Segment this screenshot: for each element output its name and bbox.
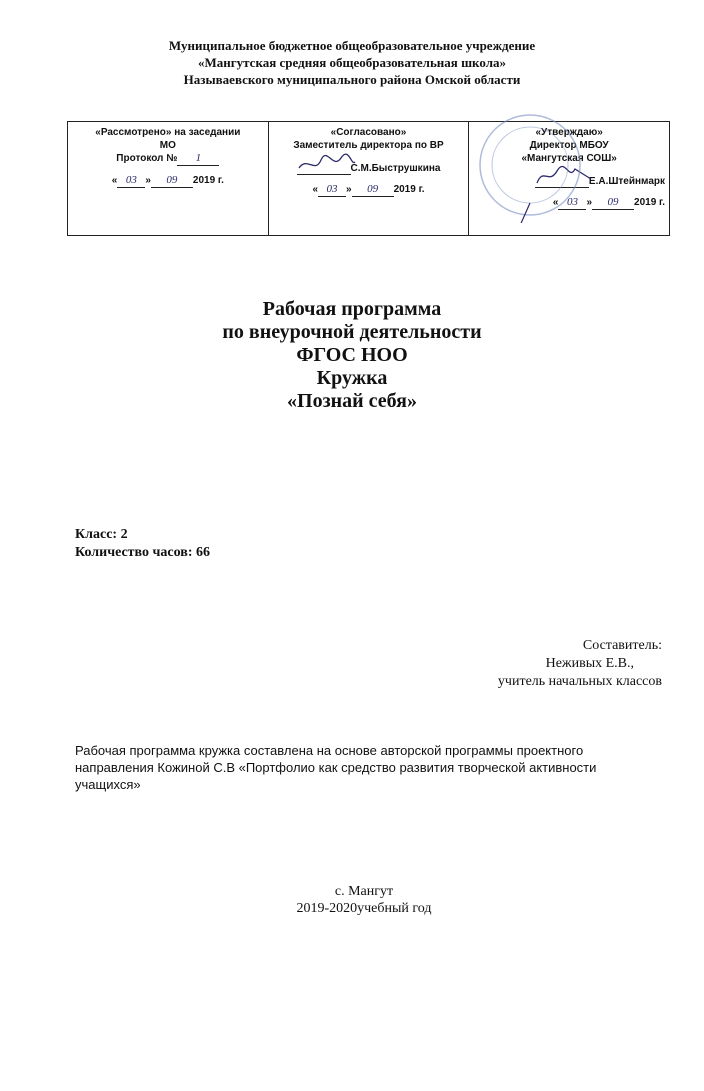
- header-line-2: «Мангутская средняя общеобразовательная школа»: [197, 55, 507, 70]
- agreed-signature-line: [273, 160, 465, 175]
- date-quote-open: «: [312, 184, 318, 195]
- agreed-year: 2019 г.: [393, 184, 425, 195]
- title-line-2: по внеурочной деятельности: [222, 321, 482, 343]
- reviewed-title: «Рассмотрено» на заседании: [95, 127, 241, 138]
- reviewed-subtitle: МО: [159, 140, 176, 151]
- compiler-name: Неживых Е.В.,: [545, 656, 634, 671]
- header-line-3: Называевского муниципального района Омской области: [183, 72, 521, 87]
- school-header: [0, 37, 704, 88]
- agreed-name: С.М.Быструшкина: [350, 163, 441, 174]
- class-label: Класс: 2: [75, 527, 128, 542]
- hours-label: Количество часов: 66: [75, 545, 211, 560]
- title-line-5: «Познай себя»: [287, 390, 417, 412]
- header-line-1: Муниципальное бюджетное общеобразовательное учреждение: [168, 38, 536, 53]
- document-title: [0, 298, 704, 413]
- school-stamp-seal: [460, 103, 630, 223]
- protocol-label: Протокол №: [116, 153, 178, 164]
- agreed-role: Заместитель директора по ВР: [293, 140, 444, 151]
- footer-place: с. Мангут: [334, 884, 394, 899]
- approved-month: 09: [592, 196, 634, 210]
- approved-role: Директор МБОУ: [529, 140, 609, 151]
- compiler-block: [498, 637, 662, 691]
- approved-year: 2019 г.: [634, 197, 665, 208]
- agreed-day: 03: [318, 183, 346, 197]
- reviewed-date: [72, 174, 264, 188]
- date-quote-close: »: [346, 184, 352, 195]
- approval-agreed-cell: [268, 122, 469, 236]
- approval-reviewed-cell: [68, 122, 269, 236]
- footer-year: 2019-2020учебный год: [296, 901, 432, 916]
- approved-name: Е.А.Штейнмарк: [588, 176, 665, 187]
- compiler-position: учитель начальных классов: [497, 674, 662, 689]
- agreed-date: [273, 183, 465, 197]
- approved-org: «Мангутская СОШ»: [521, 153, 617, 164]
- protocol-line: [72, 152, 264, 166]
- title-line-3: ФГОС НОО: [296, 344, 408, 366]
- title-line-1: Рабочая программа: [262, 298, 442, 320]
- date-quote-open: «: [552, 197, 559, 208]
- date-quote-close: »: [586, 197, 593, 208]
- reviewed-month: 09: [151, 174, 193, 188]
- program-basis-text: Рабочая программа кружка составлена на основе авторской программы проектного направления Кожиной С.В «Портфолио как средство развития творческой активности учащихся»: [75, 743, 597, 792]
- reviewed-year: 2019 г.: [192, 175, 224, 186]
- title-line-4: Кружка: [316, 367, 388, 389]
- date-quote-close: »: [145, 175, 151, 186]
- document-footer: [0, 883, 704, 917]
- agreed-title: «Согласовано»: [330, 127, 407, 138]
- agreed-month: 09: [352, 183, 394, 197]
- protocol-number: 1: [177, 152, 219, 166]
- approved-title: «Утверждаю»: [535, 127, 603, 138]
- approved-day: 03: [558, 196, 586, 210]
- compiler-label: Составитель:: [582, 638, 662, 653]
- date-quote-open: «: [111, 175, 118, 186]
- reviewed-day: 03: [117, 174, 145, 188]
- signature-image: [297, 160, 351, 175]
